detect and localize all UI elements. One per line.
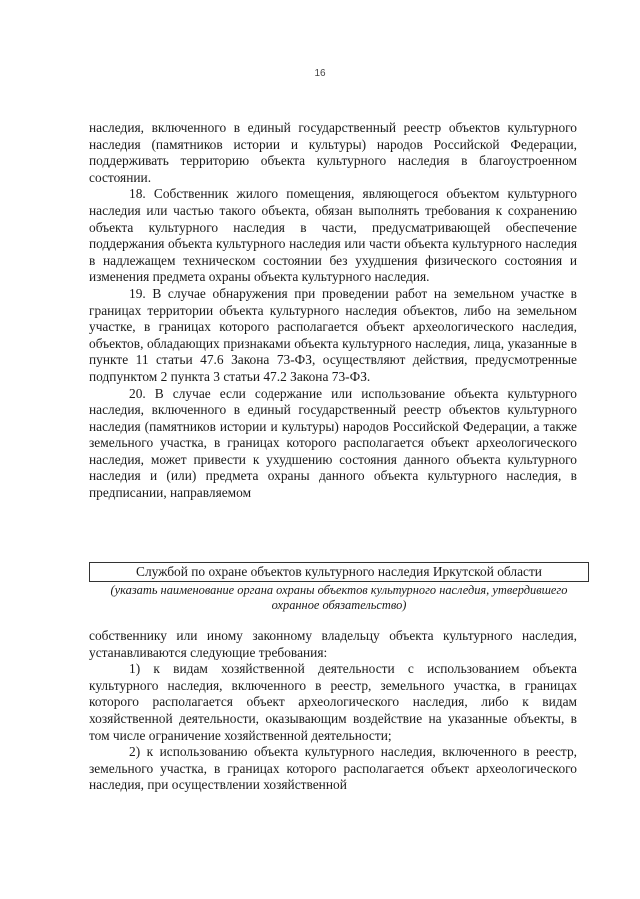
text-block-main bbox=[89, 120, 577, 502]
paragraph-19: 19. В случае обнаружения при проведении работ на земельном участке в границах территории объекта культурного наследия объектов, либо на земельном участке, в границах которого располагается объект археологического наследия, объектов, обладающих признаками объекта культурного наследия, лица, указанные в пункте 11 статьи 47.6 Закона 73-ФЗ, осуществляют действия, предусмотренные подпунктом 2 пункта 3 статьи 47.2 Закона 73-ФЗ. bbox=[89, 285, 577, 384]
paragraph-20: 20. В случае если содержание или использование объекта культурного наследия, включенного в единый государственный реестр объектов культурного наследия (памятников истории и культуры) народов Российской Федерации, а также земельного участка, в границах которого располагается объект археологического наследия, может привести к ухудшению состояния данного объекта культурного наследия и (или) предмета охраны данного объекта культурного наследия, в предписании, направляемом bbox=[89, 385, 577, 501]
paragraph-continuation: наследия, включенного в единый государственный реестр объектов культурного наследия (памятников истории и культуры) народов Российской Федерации, поддерживать территорию объекта культурного наследия в благоустроенном состоянии. bbox=[89, 120, 577, 185]
authority-name-box: Службой по охране объектов культурного наследия Иркутской области bbox=[89, 562, 589, 582]
paragraph-18: 18. Собственник жилого помещения, являющегося объектом культурного наследия или частью такого объекта, обязан выполнять требования к сохранению объекта культурного наследия в части, предусматривающей обеспечение поддержания объекта культурного наследия или части объекта культурного наследия в надлежащем техническом состоянии без ухудшения физического состояния и изменения предмета охраны объекта культурного наследия. bbox=[89, 186, 577, 285]
paragraph-requirement-1: 1) к видам хозяйственной деятельности с использованием объекта культурного наследия, включенного в реестр, земельного участка, в границах которого располагается объект археологического наследия, либо к видам хозяйственной деятельности, оказывающим воздействие на указанные объекты, в том числе ограничение хозяйственной деятельности; bbox=[89, 661, 577, 743]
authority-name-caption: (указать наименование органа охраны объектов культурного наследия, утвердившего охранное обязательство) bbox=[110, 583, 568, 612]
paragraph-requirements-intro: собственнику или иному законному владельцу объекта культурного наследия, устанавливаются следующие требования: bbox=[89, 628, 577, 660]
paragraph-requirement-2: 2) к использованию объекта культурного наследия, включенного в реестр, земельного участка, в границах которого располагается объект археологического наследия, при осуществлении хозяйственной bbox=[89, 744, 577, 793]
text-block-requirements bbox=[89, 628, 577, 794]
page-number: 16 bbox=[314, 68, 326, 79]
